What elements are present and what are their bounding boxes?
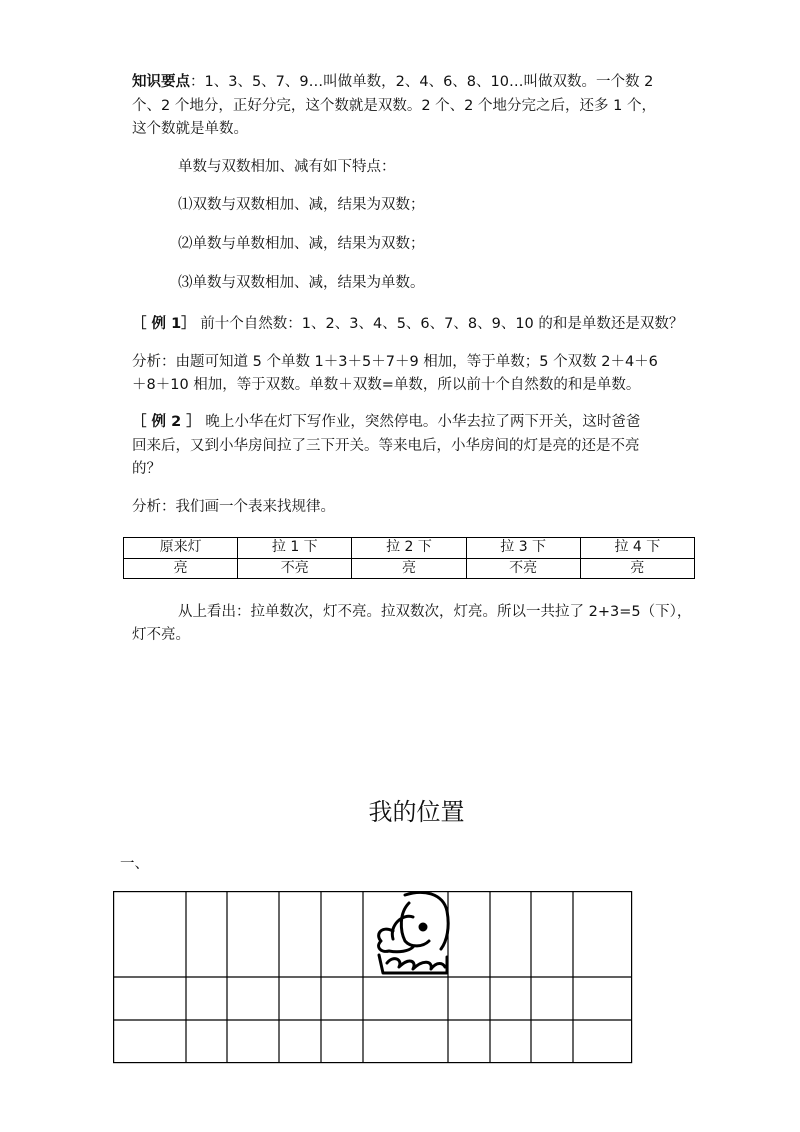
table-header-cell: 拉 3 下 xyxy=(466,538,580,559)
rule-1: ⑴双数与双数相加、减，结果为双数； xyxy=(178,197,425,213)
example2-question-1: 晚上小华在灯下写作业，突然停电。小华去拉了两下开关，这时爸爸 xyxy=(200,414,641,430)
example2-analysis: 分析：我们画一个表来找规律。 xyxy=(132,499,335,515)
rule-2: ⑵单数与单数相加、减，结果为双数； xyxy=(178,236,425,252)
table-header-cell: 拉 1 下 xyxy=(238,538,352,559)
position-grid xyxy=(113,891,635,1067)
knowledge-line-2: 个、2 个地分，正好分完，这个数就是双数。2 个、2 个地分完之后，还多 1 个， xyxy=(132,98,656,114)
table-cell: 亮 xyxy=(580,558,694,579)
rule-3: ⑶单数与双数相加、减，结果为单数。 xyxy=(178,275,425,291)
knowledge-label: 知识要点 xyxy=(132,74,190,90)
table-header-cell: 原来灯 xyxy=(124,538,238,559)
example1-analysis-2: ＋8＋10 相加，等于双数。单数＋双数=单数，所以前十个自然数的和是单数。 xyxy=(132,377,641,393)
rules-intro: 单数与双数相加、减有如下特点： xyxy=(178,159,396,175)
table-cell: 不亮 xyxy=(466,558,580,579)
table-cell: 亮 xyxy=(352,558,466,579)
question-number: 一、 xyxy=(120,856,149,872)
example2-line-1 xyxy=(132,412,640,432)
table-cell: 亮 xyxy=(124,558,238,579)
example1-question: 前十个自然数：1、2、3、4、5、6、7、8、9、10 的和是单数还是双数？ xyxy=(195,316,684,332)
elephant-icon xyxy=(379,892,449,973)
knowledge-line-1 xyxy=(132,72,653,92)
table-header-cell: 拉 4 下 xyxy=(580,538,694,559)
table-header-row xyxy=(124,538,695,559)
table-header-cell: 拉 2 下 xyxy=(352,538,466,559)
conclusion-line-1: 从上看出：拉单数次，灯不亮。拉双数次，灯亮。所以一共拉了 2+3=5（下）， xyxy=(178,604,692,620)
example1-analysis-1: 分析：由题可知道 5 个单数 1＋3＋5＋7＋9 相加，等于单数；5 个双数 2＋4＋6 xyxy=(132,354,658,370)
table-cell: 不亮 xyxy=(238,558,352,579)
table-row xyxy=(124,558,695,579)
conclusion-line-2: 灯不亮。 xyxy=(132,627,190,643)
knowledge-line-3: 这个数就是单数。 xyxy=(132,121,248,137)
example1-line xyxy=(132,314,683,334)
example1-label: ［ 例 1］ xyxy=(132,316,196,332)
grid-lines xyxy=(113,891,632,1063)
example2-label: ［ 例 2 ］ xyxy=(132,414,201,430)
example2-line-3: 的？ xyxy=(132,461,161,477)
switch-pull-table xyxy=(123,537,695,579)
example2-line-2: 回来后，又到小华房间拉了三下开关。等来电后，小华房间的灯是亮的还是不亮 xyxy=(132,438,640,454)
section-title: 我的位置 xyxy=(368,798,465,826)
knowledge-text-1: ：1、3、5、7、9…叫做单数，2、4、6、8、10…叫做双数。一个数 2 xyxy=(190,74,654,90)
